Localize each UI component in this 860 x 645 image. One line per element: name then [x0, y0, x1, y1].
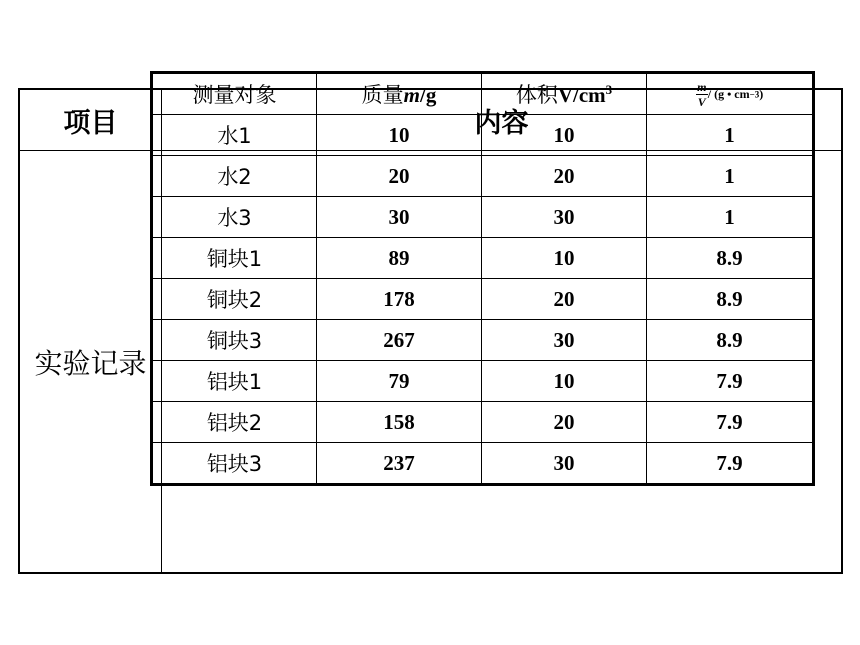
col-header-density — [647, 73, 814, 115]
cell-density: 8.9 — [647, 238, 814, 279]
cell-volume: 20 — [482, 156, 647, 197]
table-row — [152, 279, 814, 320]
density-numerator: m — [697, 79, 707, 94]
cell-object: 水2 — [152, 156, 317, 197]
row-label-experiment-record: 实验记录 — [34, 346, 147, 380]
cell-volume: 20 — [482, 402, 647, 443]
cell-density: 7.9 — [647, 443, 814, 485]
cell-volume: 30 — [482, 320, 647, 361]
cell-density: 1 — [647, 156, 814, 197]
col-header-mass-symbol: m — [403, 83, 420, 107]
cell-density: 7.9 — [647, 402, 814, 443]
table-row — [152, 320, 814, 361]
cell-volume: 20 — [482, 279, 647, 320]
cell-object: 水3 — [152, 197, 317, 238]
cell-density: 1 — [647, 115, 814, 156]
cell-volume: 30 — [482, 443, 647, 485]
table-row — [152, 156, 814, 197]
header-content: 内容 — [474, 107, 529, 139]
table-row — [152, 197, 814, 238]
table-row — [152, 115, 814, 156]
cell-mass: 237 — [317, 443, 482, 485]
cell-object: 铝块3 — [152, 443, 317, 485]
data-table — [150, 71, 815, 486]
density-unit: / (g • cm — [707, 86, 750, 101]
col-header-volume — [482, 73, 647, 115]
table-header-row — [152, 73, 814, 115]
cell-density: 7.9 — [647, 361, 814, 402]
col-header-volume-unit: V/cm — [557, 83, 606, 107]
table-row — [152, 402, 814, 443]
col-header-volume-text: 体积 — [515, 83, 558, 107]
cell-volume: 30 — [482, 197, 647, 238]
cell-mass: 178 — [317, 279, 482, 320]
cell-mass: 10 — [317, 115, 482, 156]
cell-density: 8.9 — [647, 320, 814, 361]
cell-volume: 10 — [482, 115, 647, 156]
table-row — [152, 443, 814, 485]
cell-mass: 158 — [317, 402, 482, 443]
cell-density: 1 — [647, 197, 814, 238]
cell-object: 铜块2 — [152, 279, 317, 320]
density-fraction — [696, 81, 708, 108]
col-header-mass-unit: /g — [420, 83, 437, 107]
cell-mass: 20 — [317, 156, 482, 197]
table-row — [152, 238, 814, 279]
cell-object: 铜块1 — [152, 238, 317, 279]
cell-object: 铝块1 — [152, 361, 317, 402]
col-header-mass — [317, 73, 482, 115]
density-unit-sup: −3 — [749, 89, 760, 99]
cell-mass: 89 — [317, 238, 482, 279]
col-header-object-text: 测量对象 — [192, 83, 277, 107]
density-unit-close: ) — [759, 86, 764, 101]
cell-density: 8.9 — [647, 279, 814, 320]
density-denominator: V — [697, 94, 706, 109]
cell-object: 铜块3 — [152, 320, 317, 361]
col-header-volume-sup: 3 — [605, 82, 613, 97]
cell-object: 铝块2 — [152, 402, 317, 443]
table-row — [152, 361, 814, 402]
cell-volume: 10 — [482, 361, 647, 402]
cell-mass: 79 — [317, 361, 482, 402]
col-header-mass-text: 质量 — [361, 83, 404, 107]
header-item: 项目 — [63, 107, 118, 139]
col-header-object — [152, 73, 317, 115]
cell-volume: 10 — [482, 238, 647, 279]
cell-mass: 267 — [317, 320, 482, 361]
cell-object: 水1 — [152, 115, 317, 156]
cell-mass: 30 — [317, 197, 482, 238]
